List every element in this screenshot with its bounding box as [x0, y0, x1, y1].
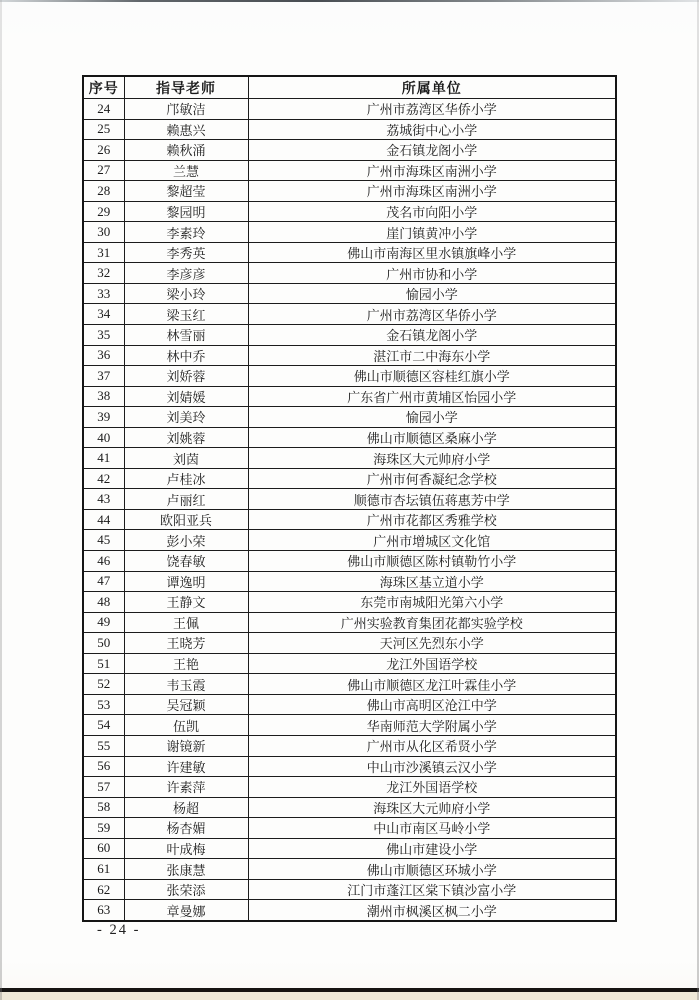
unit-name-cell: 华南师范大学附属小学	[248, 715, 616, 736]
row-number-cell: 31	[83, 242, 124, 263]
teacher-name-cell: 饶春敏	[124, 551, 248, 572]
teacher-name-cell: 刘茵	[124, 448, 248, 469]
row-number-cell: 52	[83, 674, 124, 695]
unit-name-cell: 佛山市顺德区容桂红旗小学	[248, 366, 616, 387]
table-row	[83, 551, 616, 572]
unit-name-cell: 广州市海珠区南洲小学	[248, 181, 616, 202]
unit-name-cell: 广州市协和小学	[248, 263, 616, 284]
table-row	[83, 181, 616, 202]
table-row	[83, 633, 616, 654]
row-number-cell: 59	[83, 818, 124, 839]
page-number: - 24 -	[97, 922, 141, 938]
teacher-name-cell: 黎园明	[124, 201, 248, 222]
table-row	[83, 653, 616, 674]
unit-name-cell: 中山市南区马岭小学	[248, 818, 616, 839]
unit-name-cell: 金石镇龙阁小学	[248, 140, 616, 161]
teacher-name-cell: 章曼娜	[124, 900, 248, 921]
table-row	[83, 99, 616, 120]
table-row	[83, 838, 616, 859]
unit-name-cell: 海珠区大元帅府小学	[248, 448, 616, 469]
unit-name-cell: 江门市蓬江区棠下镇沙富小学	[248, 879, 616, 900]
teacher-name-cell: 王艳	[124, 653, 248, 674]
teacher-name-cell: 刘娇蓉	[124, 366, 248, 387]
row-number-cell: 55	[83, 735, 124, 756]
table-row	[83, 427, 616, 448]
scan-artifact-bottom-strip	[0, 992, 699, 1000]
teacher-name-cell: 王静文	[124, 592, 248, 613]
teacher-name-cell: 李彦彦	[124, 263, 248, 284]
teacher-name-cell: 卢桂冰	[124, 468, 248, 489]
table-row	[83, 386, 616, 407]
unit-name-cell: 广州市花都区秀雅学校	[248, 509, 616, 530]
unit-name-cell: 佛山市顺德区环城小学	[248, 859, 616, 880]
unit-name-cell: 中山市沙溪镇云汉小学	[248, 756, 616, 777]
row-number-cell: 24	[83, 99, 124, 120]
unit-name-cell: 茂名市向阳小学	[248, 201, 616, 222]
teacher-name-cell: 梁小玲	[124, 283, 248, 304]
unit-name-cell: 天河区先烈东小学	[248, 633, 616, 654]
column-header-unit: 所属单位	[248, 76, 616, 99]
teacher-name-cell: 卢丽红	[124, 489, 248, 510]
teacher-name-cell: 梁玉红	[124, 304, 248, 325]
unit-name-cell: 崖门镇黄冲小学	[248, 222, 616, 243]
teacher-name-cell: 赖惠兴	[124, 119, 248, 140]
row-number-cell: 33	[83, 283, 124, 304]
table-row	[83, 263, 616, 284]
row-number-cell: 45	[83, 530, 124, 551]
row-number-cell: 57	[83, 777, 124, 798]
row-number-cell: 40	[83, 427, 124, 448]
table-row	[83, 119, 616, 140]
table-row	[83, 715, 616, 736]
teacher-name-cell: 杨杏媚	[124, 818, 248, 839]
table-row	[83, 797, 616, 818]
row-number-cell: 35	[83, 325, 124, 346]
row-number-cell: 54	[83, 715, 124, 736]
column-header-teacher: 指导老师	[124, 76, 248, 99]
teacher-name-cell: 王佩	[124, 612, 248, 633]
row-number-cell: 42	[83, 468, 124, 489]
teacher-name-cell: 伍凯	[124, 715, 248, 736]
teacher-name-cell: 谭逸明	[124, 571, 248, 592]
row-number-cell: 41	[83, 448, 124, 469]
teacher-name-cell: 林中乔	[124, 345, 248, 366]
row-number-cell: 44	[83, 509, 124, 530]
unit-name-cell: 愉园小学	[248, 283, 616, 304]
table-row	[83, 612, 616, 633]
row-number-cell: 39	[83, 407, 124, 428]
table-row	[83, 777, 616, 798]
scan-artifact-top-line	[0, 0, 699, 2]
unit-name-cell: 广州市荔湾区华侨小学	[248, 99, 616, 120]
unit-name-cell: 广州市荔湾区华侨小学	[248, 304, 616, 325]
row-number-cell: 53	[83, 694, 124, 715]
row-number-cell: 28	[83, 181, 124, 202]
unit-name-cell: 愉园小学	[248, 407, 616, 428]
teacher-name-cell: 李素玲	[124, 222, 248, 243]
unit-name-cell: 海珠区基立道小学	[248, 571, 616, 592]
unit-name-cell: 广州市海珠区南洲小学	[248, 160, 616, 181]
teacher-name-cell: 邝敏洁	[124, 99, 248, 120]
table-row	[83, 160, 616, 181]
unit-name-cell: 佛山市顺德区龙江叶霖佳小学	[248, 674, 616, 695]
teacher-name-cell: 林雪丽	[124, 325, 248, 346]
teacher-name-cell: 许素萍	[124, 777, 248, 798]
table-row	[83, 879, 616, 900]
table-row	[83, 859, 616, 880]
teacher-name-cell: 许建敏	[124, 756, 248, 777]
row-number-cell: 36	[83, 345, 124, 366]
teacher-name-cell: 欧阳亚兵	[124, 509, 248, 530]
row-number-cell: 48	[83, 592, 124, 613]
table-row	[83, 325, 616, 346]
row-number-cell: 56	[83, 756, 124, 777]
unit-name-cell: 海珠区大元帅府小学	[248, 797, 616, 818]
row-number-cell: 51	[83, 653, 124, 674]
row-number-cell: 46	[83, 551, 124, 572]
teacher-name-cell: 杨超	[124, 797, 248, 818]
teacher-name-cell: 张荣添	[124, 879, 248, 900]
unit-name-cell: 潮州市枫溪区枫二小学	[248, 900, 616, 921]
scan-artifact-left-edge	[0, 0, 2, 1000]
table-row	[83, 674, 616, 695]
teacher-name-cell: 叶成梅	[124, 838, 248, 859]
table-row	[83, 509, 616, 530]
unit-name-cell: 东莞市南城阳光第六小学	[248, 592, 616, 613]
row-number-cell: 61	[83, 859, 124, 880]
unit-name-cell: 湛江市二中海东小学	[248, 345, 616, 366]
table-row	[83, 366, 616, 387]
row-number-cell: 25	[83, 119, 124, 140]
table-row	[83, 489, 616, 510]
row-number-cell: 58	[83, 797, 124, 818]
table-row	[83, 140, 616, 161]
unit-name-cell: 佛山市高明区沧江中学	[248, 694, 616, 715]
table-row	[83, 571, 616, 592]
unit-name-cell: 广州市何香凝纪念学校	[248, 468, 616, 489]
unit-name-cell: 广州市增城区文化馆	[248, 530, 616, 551]
teacher-name-cell: 刘美玲	[124, 407, 248, 428]
table-row	[83, 448, 616, 469]
table-row	[83, 345, 616, 366]
teacher-name-cell: 吴冠颖	[124, 694, 248, 715]
unit-name-cell: 荔城街中心小学	[248, 119, 616, 140]
unit-name-cell: 广州市从化区希贤小学	[248, 735, 616, 756]
table-row	[83, 756, 616, 777]
table-row	[83, 468, 616, 489]
unit-name-cell: 广东省广州市黄埔区怡园小学	[248, 386, 616, 407]
row-number-cell: 43	[83, 489, 124, 510]
table-row	[83, 407, 616, 428]
teacher-name-cell: 刘婧媛	[124, 386, 248, 407]
table-row	[83, 222, 616, 243]
teacher-name-cell: 李秀英	[124, 242, 248, 263]
table-row	[83, 900, 616, 921]
row-number-cell: 34	[83, 304, 124, 325]
table-row	[83, 818, 616, 839]
table-header-row	[83, 76, 616, 99]
teacher-roster-table	[82, 75, 617, 922]
unit-name-cell: 龙江外国语学校	[248, 653, 616, 674]
teacher-name-cell: 谢镜新	[124, 735, 248, 756]
table-row	[83, 283, 616, 304]
row-number-cell: 63	[83, 900, 124, 921]
unit-name-cell: 佛山市建设小学	[248, 838, 616, 859]
teacher-name-cell: 张康慧	[124, 859, 248, 880]
row-number-cell: 50	[83, 633, 124, 654]
teacher-name-cell: 刘姚蓉	[124, 427, 248, 448]
unit-name-cell: 广州实验教育集团花都实验学校	[248, 612, 616, 633]
teacher-name-cell: 彭小荣	[124, 530, 248, 551]
column-header-number: 序号	[83, 76, 124, 99]
row-number-cell: 38	[83, 386, 124, 407]
unit-name-cell: 佛山市顺德区陈村镇勒竹小学	[248, 551, 616, 572]
row-number-cell: 60	[83, 838, 124, 859]
table-row	[83, 201, 616, 222]
row-number-cell: 37	[83, 366, 124, 387]
row-number-cell: 49	[83, 612, 124, 633]
roster-body	[83, 99, 616, 921]
row-number-cell: 62	[83, 879, 124, 900]
row-number-cell: 30	[83, 222, 124, 243]
row-number-cell: 47	[83, 571, 124, 592]
teacher-name-cell: 兰慧	[124, 160, 248, 181]
unit-name-cell: 龙江外国语学校	[248, 777, 616, 798]
unit-name-cell: 顺德市杏坛镇伍蒋惠芳中学	[248, 489, 616, 510]
teacher-name-cell: 黎超莹	[124, 181, 248, 202]
unit-name-cell: 佛山市顺德区桑麻小学	[248, 427, 616, 448]
teacher-name-cell: 赖秋涌	[124, 140, 248, 161]
table-row	[83, 530, 616, 551]
unit-name-cell: 金石镇龙阁小学	[248, 325, 616, 346]
table-row	[83, 242, 616, 263]
unit-name-cell: 佛山市南海区里水镇旗峰小学	[248, 242, 616, 263]
row-number-cell: 26	[83, 140, 124, 161]
row-number-cell: 32	[83, 263, 124, 284]
row-number-cell: 27	[83, 160, 124, 181]
table-row	[83, 592, 616, 613]
table-row	[83, 735, 616, 756]
row-number-cell: 29	[83, 201, 124, 222]
table-row	[83, 694, 616, 715]
teacher-name-cell: 韦玉霞	[124, 674, 248, 695]
table-row	[83, 304, 616, 325]
teacher-name-cell: 王晓芳	[124, 633, 248, 654]
